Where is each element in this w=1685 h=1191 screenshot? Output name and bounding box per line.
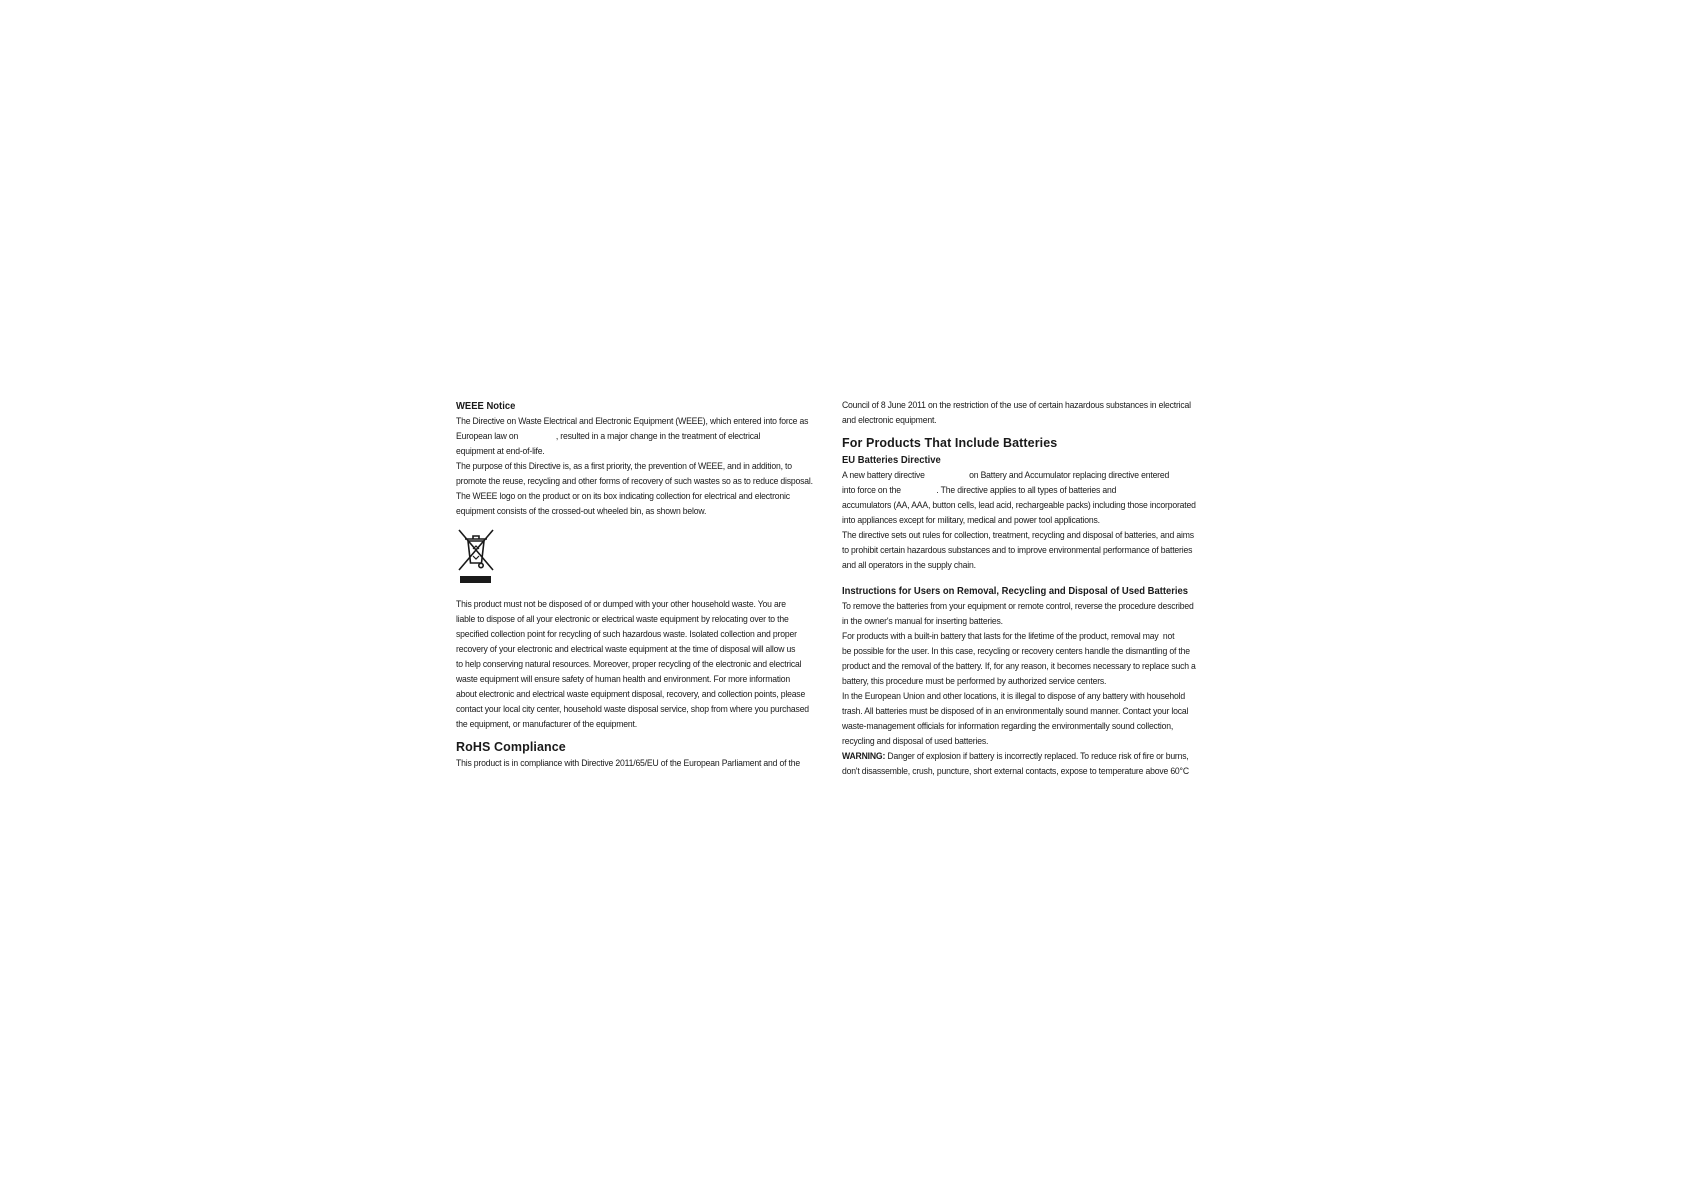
text-line: liable to dispose of all your electronic or electrical waste equipment by relocating over to the	[456, 614, 789, 625]
warning-line	[842, 749, 1189, 764]
text-line: and electronic equipment.	[842, 415, 937, 426]
battery-instructions-heading: Instructions for Users on Removal, Recycling and Disposal of Used Batteries	[842, 585, 1189, 597]
text-line: to help conserving natural resources. Moreover, proper recycling of the electronic and electrical	[456, 659, 802, 670]
text-line: into appliances except for military, medical and power tool applications.	[842, 515, 1100, 526]
text-line: The purpose of this Directive is, as a first priority, the prevention of WEEE, and in addition, to	[456, 461, 792, 472]
text-line: Council of 8 June 2011 on the restriction of the use of certain hazardous substances in electrical	[842, 400, 1191, 411]
text-line: equipment at end-of-life.	[456, 446, 545, 457]
text-line: To remove the batteries from your equipment or remote control, reverse the procedure described	[842, 601, 1194, 612]
text-line: For products with a built-in battery that lasts for the lifetime of the product, removal may not	[842, 631, 1175, 642]
text-line: product and the removal of the battery. If, for any reason, it becomes necessary to replace such a	[842, 661, 1196, 672]
text-line: waste equipment will ensure safety of human health and environment. For more information	[456, 674, 791, 685]
text-line: In the European Union and other locations, it is illegal to dispose of any battery with household	[842, 691, 1186, 702]
text-line: be possible for the user. In this case, recycling or recovery centers handle the dismantling of the	[842, 646, 1190, 657]
text-line: equipment consists of the crossed-out wheeled bin, as shown below.	[456, 506, 707, 517]
weee-notice-heading: WEEE Notice	[456, 400, 516, 412]
text-line: The directive sets out rules for collection, treatment, recycling and disposal of batteries, and aims	[842, 530, 1194, 541]
eu-batteries-directive-heading: EU Batteries Directive	[842, 454, 941, 466]
text-line: into force on the . The directive applies to all types of batteries and	[842, 485, 1117, 496]
warning-paragraph	[842, 749, 1212, 779]
text-line: A new battery directive on Battery and Accumulator replacing directive entered	[842, 470, 1170, 481]
eu-batteries-paragraph	[842, 468, 1212, 573]
text-line: This product must not be disposed of or dumped with your other household waste. You are	[456, 599, 786, 610]
batteries-heading: For Products That Include Batteries	[842, 436, 1058, 450]
rohs-continued-paragraph	[842, 398, 1212, 428]
text-line: recycling and disposal of used batteries.	[842, 736, 989, 747]
text-line: the equipment, or manufacturer of the equipment.	[456, 719, 637, 730]
text-line: accumulators (AA, AAA, button cells, lead acid, rechargeable packs) including those incorporated	[842, 500, 1196, 511]
weee-paragraph	[456, 414, 826, 519]
battery-instructions-paragraph	[842, 599, 1212, 749]
text-line: battery, this procedure must be performed by authorized service centers.	[842, 676, 1107, 687]
text-line: The Directive on Waste Electrical and Electronic Equipment (WEEE), which entered into force as	[456, 416, 809, 427]
crossed-out-wheeled-bin-icon	[456, 527, 496, 585]
left-column	[456, 398, 826, 771]
text-line: specified collection point for recycling of such hazardous waste. Isolated collection and proper	[456, 629, 797, 640]
text-line: in the owner's manual for inserting batteries.	[842, 616, 1003, 627]
text-line: The WEEE logo on the product or on its box indicating collection for electrical and electronic	[456, 491, 790, 502]
text-line: contact your local city center, household waste disposal service, shop from where you purchased	[456, 704, 809, 715]
text-line: trash. All batteries must be disposed of in an environmentally sound manner. Contact your local	[842, 706, 1189, 717]
text-line: about electronic and electrical waste equipment disposal, recovery, and collection points, please	[456, 689, 806, 700]
warning-label: WARNING:	[842, 751, 886, 762]
text-line: European law on , resulted in a major change in the treatment of electrical	[456, 431, 761, 442]
warning-text: Danger of explosion if battery is incorrectly replaced. To reduce risk of fire or burns,	[885, 751, 1189, 762]
text-line: promote the reuse, recycling and other forms of recovery of such wastes so as to reduce disposal.	[456, 476, 813, 487]
right-column	[842, 398, 1212, 779]
text-line: and all operators in the supply chain.	[842, 560, 976, 571]
text-line: to prohibit certain hazardous substances and to improve environmental performance of batteries	[842, 545, 1193, 556]
text-line: don't disassemble, crush, puncture, short external contacts, expose to temperature above 60°C	[842, 766, 1189, 777]
disposal-paragraph	[456, 597, 826, 732]
text-line: recovery of your electronic and electrical waste equipment at the time of disposal will allow us	[456, 644, 796, 655]
rohs-compliance-heading: RoHS Compliance	[456, 740, 566, 754]
text-line: waste-management officials for information regarding the environmentally sound collection,	[842, 721, 1174, 732]
text-line: This product is in compliance with Directive 2011/65/EU of the European Parliament and of the	[456, 758, 801, 769]
